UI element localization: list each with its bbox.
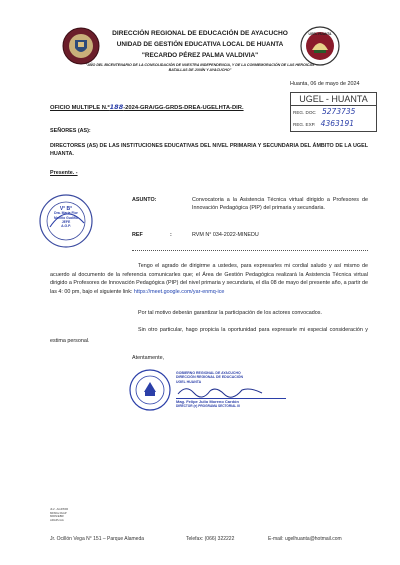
header-subtitle-1: "AÑO DEL BICENTENARIO DE LA CONSOLIDACIÓN DE NUESTRA INDEPENDENCIA, Y DE LA CONMEMORACIÓN DE LAS HEROICAS	[85, 63, 315, 67]
body-paragraph-2: Por tal motivo deberán garantizar la participación de los actores convocados.	[138, 310, 322, 316]
handwritten-signature	[176, 384, 266, 398]
ref-text: RVM N° 034-2022-MINEDU	[192, 232, 259, 238]
ugel-reception-stamp	[290, 92, 377, 132]
reg-doc-row	[293, 106, 374, 118]
right-logo-label: UGEL HUANTA	[308, 32, 332, 36]
approval-stamp	[38, 193, 94, 249]
stamp-area: A.G.P.	[61, 224, 71, 229]
sig-role: DIRECTOR (e) PROGRAMA SECTORIAL III	[176, 404, 240, 409]
footer-address: Jr. Ocillón Vega N° 151 – Parque Alameda	[50, 536, 145, 542]
asunto-label: ASUNTO:	[132, 197, 157, 203]
sig-line-1: GOBIERNO REGIONAL DE AYACUCHO	[176, 371, 241, 375]
ugel-stamp-title: UGEL - HUANTA	[291, 93, 376, 106]
footer-email: E-mail: ugelhuanta@hotmail.com	[268, 536, 342, 542]
ref-code-1: JLV...AGP/DIR	[50, 507, 69, 511]
closing-text: Atentamente,	[132, 355, 165, 361]
meet-link[interactable]: https://meet.google.com/yar-enmq-ice	[133, 288, 225, 295]
stamp-name-2: Mariño Gudiño	[54, 215, 78, 220]
body-paragraph-1-text: Tengo el agrado de dirigirme a ustedes, para expresarles mi cordial saludo y así mismo de acuerdo al documento de la referencia comunicarles que; el Área de Gestión Pedagógica realizará la Asistencia Técnica virtual dirigido a Profesores de Innovación Pedagógica (PIP) del nivel primaria y secundaria, el día 08 de mayo del presente año, a partir de las 4: 00 pm, bajo el siguiente link:	[50, 263, 368, 295]
signature-stamp	[176, 371, 286, 408]
stamp-vb: V° B°	[59, 206, 73, 212]
oficio-number: 188	[109, 103, 124, 111]
official-seal	[128, 368, 172, 412]
body-paragraph-1	[50, 262, 368, 296]
presente-label: Presente. -	[50, 170, 78, 176]
reg-doc-value: 5273735	[322, 107, 356, 116]
sig-name: Mag. Felipe Julio Moreno Cardón	[176, 398, 286, 404]
header-line-2: UNIDAD DE GESTIÓN EDUCATIVA LOCAL DE HUANTA	[116, 41, 284, 48]
ref-code-3: MIDN/EBR	[50, 514, 64, 519]
reg-doc-label: REG. DOC	[293, 110, 316, 115]
oficio-suffix: -2024-GRA/GG-GRDS-DREA-UGELHTA-DIR.	[123, 105, 244, 111]
oficio-line	[50, 103, 244, 111]
reg-exp-value: 4363191	[320, 119, 355, 128]
recipients-label: SEÑORES (AS):	[50, 128, 91, 134]
reference-codes	[50, 508, 68, 522]
header-subtitle-2: BATALLAS DE JUNÍN Y AYACUCHO"	[168, 68, 232, 72]
recipients-text: DIRECTORES (AS) DE LAS INSTITUCIONES EDUCATIVAS DEL NIVEL PRIMARIA Y SECUNDARIA DEL ÁMBITO DE LA UGEL HUANTA.	[50, 143, 368, 157]
body-paragraph-3: Sin otro particular, hago propicia la oportunidad para expresarle mi especial consideración y estima personal.	[50, 327, 368, 344]
header-line-1: DIRECCIÓN REGIONAL DE EDUCACIÓN DE AYACUCHO	[112, 30, 288, 37]
sig-line-3: UGEL HUANTA	[176, 379, 202, 384]
ref-code-4: ARAPL/AA	[50, 517, 64, 522]
separator-dots	[132, 250, 368, 251]
stamp-name-1: Dra. María Flor	[54, 211, 78, 216]
asunto-text: Convocatoria a la Asistencia Técnica virtual dirigido a Profesores de Innovación Pedagógica (PIP) del primaria y secundaria.	[192, 197, 368, 211]
oficio-prefix: OFICIO MULTIPLE N.º	[50, 105, 110, 111]
footer-phone: Telefax: (066) 322222	[186, 536, 235, 542]
ref-label: REF	[132, 232, 143, 238]
reg-exp-label: REG. EXP.	[293, 122, 316, 127]
ref-colon: :	[170, 232, 172, 238]
sig-line-2: DIRECCIÓN REGIONAL DE EDUCACIÓN	[176, 375, 244, 380]
reg-exp-row	[293, 118, 374, 130]
date-line: Huanta, 06 de mayo de 2024	[290, 81, 360, 87]
stamp-role: JEFE	[61, 219, 71, 224]
ref-code-2: MFMG/JAGP	[50, 510, 67, 515]
header-line-3: "RECARDO PÉREZ PALMA VALDIVIA"	[141, 52, 259, 59]
